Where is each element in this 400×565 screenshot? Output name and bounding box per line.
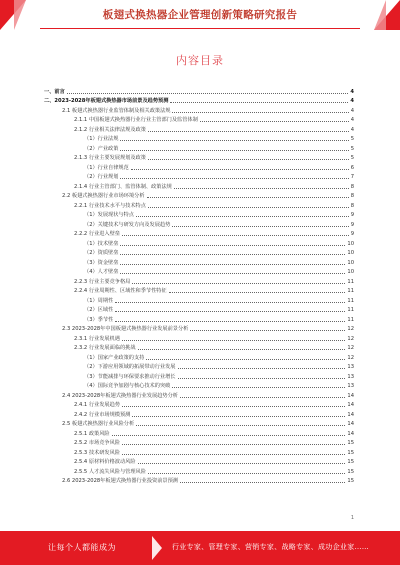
toc-leader-dots (178, 378, 346, 379)
toc-leader-dots (120, 273, 345, 274)
toc-entry-title: 2.3.2 行业发展面临的挑战 (74, 345, 136, 351)
toc-entry-page: 15 (347, 440, 354, 446)
toc-entry[interactable] (44, 428, 354, 438)
footer-slogan: 让每个人都能成为 (48, 543, 116, 552)
toc-entry-title: （2）产业政策 (84, 145, 119, 152)
toc-leader-dots (131, 169, 349, 170)
toc-leader-dots (136, 425, 345, 426)
toc-entry-page: 15 (347, 459, 354, 465)
toc-leader-dots (174, 188, 349, 189)
toc-entry[interactable] (44, 143, 354, 153)
toc-leader-dots (200, 121, 349, 122)
footer-tagline: 行业专家、管理专家、营销专家、战略专家、成功企业家…… (172, 543, 370, 551)
toc-leader-dots (115, 321, 345, 322)
toc-entry[interactable] (44, 381, 354, 391)
toc-entry-page: 15 (347, 449, 354, 456)
toc-entry[interactable] (44, 333, 354, 343)
toc-entry-page: 8 (350, 202, 354, 209)
toc-entry-page: 11 (347, 316, 354, 323)
toc-leader-dots (180, 482, 345, 483)
toc-entry[interactable] (44, 466, 354, 476)
toc-leader-dots (180, 397, 345, 398)
toc-leader-dots (120, 178, 348, 179)
toc-entry-title: （4）人才壁垒 (84, 269, 119, 275)
toc-entry[interactable] (44, 324, 354, 334)
toc-entry[interactable] (44, 476, 354, 486)
toc-leader-dots (67, 93, 349, 94)
toc-entry-title: （2）区域性 (84, 307, 114, 313)
toc-leader-dots (172, 387, 345, 388)
toc-entry-page: 12 (347, 326, 354, 332)
toc-entry-page: 5 (350, 136, 354, 142)
toc-entry[interactable] (44, 314, 354, 324)
toc-entry-title: 2.1.4 行业主管部门、监管体制、政策法规 (74, 183, 172, 190)
toc-entry-title: 2.4 2023-2028年板翅式换热器行业发展趋势分析 (62, 392, 178, 399)
toc-entry[interactable] (44, 124, 354, 134)
table-of-contents (44, 86, 354, 485)
toc-entry-page: 13 (347, 364, 354, 370)
toc-entry[interactable] (44, 134, 354, 144)
toc-entry-page: 4 (350, 107, 354, 114)
footer-banner (0, 531, 400, 565)
header-rule (40, 28, 360, 29)
toc-leader-dots (148, 159, 349, 160)
toc-entry[interactable] (44, 267, 354, 277)
toc-entry-page: 4 (350, 117, 354, 123)
toc-leader-dots (148, 473, 345, 474)
toc-entry-title: （2）关键技术与研发方向及发展趋势 (84, 221, 171, 228)
toc-entry[interactable] (44, 362, 354, 372)
toc-entry[interactable] (44, 96, 354, 106)
toc-entry-title: （4）国际竞争加剧与核心技术的突破 (84, 383, 171, 389)
toc-leader-dots (122, 444, 345, 445)
toc-leader-dots (122, 235, 349, 236)
toc-leader-dots (169, 292, 346, 293)
toc-entry-page: 14 (347, 402, 354, 408)
toc-leader-dots (120, 264, 345, 265)
toc-entry-page: 11 (347, 297, 354, 304)
toc-leader-dots (120, 254, 345, 255)
footer-arrow-icon (152, 536, 162, 560)
toc-leader-dots (120, 245, 345, 246)
toc-entry-title: 2.5.5 人才流失风险与管理风险 (74, 468, 146, 475)
toc-leader-dots (122, 454, 345, 455)
toc-entry-page: 4 (350, 126, 354, 133)
toc-entry[interactable] (44, 238, 354, 248)
toc-entry[interactable] (44, 390, 354, 400)
toc-entry-title: 2.5 板翅式换热器行业风险分析 (62, 421, 135, 427)
toc-leader-dots (122, 340, 345, 341)
toc-entry-page: 12 (347, 345, 354, 351)
toc-entry-title: （1）发展现状与特点 (84, 212, 134, 218)
toc-entry-page: 8 (350, 183, 354, 190)
toc-entry[interactable] (44, 153, 354, 163)
toc-entry[interactable] (44, 276, 354, 286)
toc-leader-dots (136, 216, 349, 217)
toc-leader-dots (112, 435, 346, 436)
toc-entry-title: 2.2.2 行业进入壁垒 (74, 231, 120, 237)
toc-entry[interactable] (44, 86, 354, 96)
toc-leader-dots (115, 302, 345, 303)
toc-entry[interactable] (44, 181, 354, 191)
toc-entry-title: 2.2.4 行业周期性、区域性和季节性特征 (74, 288, 167, 294)
toc-entry[interactable] (44, 286, 354, 296)
toc-leader-dots (120, 150, 348, 151)
toc-entry-title: 2.1.2 行业相关法律法规及政策 (74, 126, 146, 133)
toc-entry-page: 8 (350, 193, 354, 199)
toc-entry[interactable] (44, 219, 354, 229)
toc-leader-dots (178, 368, 346, 369)
toc-entry[interactable] (44, 115, 354, 125)
toc-leader-dots (132, 283, 345, 284)
toc-leader-dots (132, 416, 345, 417)
toc-entry-title: 2.2 板翅式换热器行业市场环境分析 (62, 193, 145, 199)
toc-entry-title: （3）资金壁垒 (84, 259, 119, 266)
toc-entry-page: 10 (347, 259, 354, 266)
toc-entry-page: 13 (347, 373, 354, 380)
toc-entry-page: 12 (347, 335, 354, 342)
toc-leader-dots (120, 140, 348, 141)
toc-entry-page: 13 (347, 383, 354, 389)
toc-entry[interactable] (44, 210, 354, 220)
toc-entry-page: 5 (350, 155, 354, 161)
toc-leader-dots (148, 131, 349, 132)
toc-entry-title: （1）行业自律规范 (84, 164, 129, 171)
toc-entry-page: 6 (350, 164, 354, 171)
toc-entry[interactable] (44, 305, 354, 315)
toc-entry[interactable] (44, 200, 354, 210)
toc-leader-dots (138, 349, 346, 350)
toc-entry[interactable] (44, 419, 354, 429)
toc-entry[interactable] (44, 191, 354, 201)
toc-entry[interactable] (44, 248, 354, 258)
toc-entry-page: 14 (347, 392, 354, 399)
toc-entry[interactable] (44, 105, 354, 115)
toc-entry-title: （2）下游应用领域的拓展带动行业发展 (84, 364, 176, 370)
toc-entry-title: （1）周期性 (84, 297, 114, 304)
toc-entry-title: 2.2.1 行业技术水平与技术特点 (74, 202, 146, 209)
page-number: 1 (350, 515, 354, 521)
toc-entry-title: 2.5.2 市场竞争风险 (74, 440, 120, 446)
toc-entry-page: 15 (347, 468, 354, 475)
toc-entry-title: 2.1 板翅式换热器行业监管体制及相关政策法规 (62, 107, 171, 114)
toc-entry-title: 2.2.3 行业主要竞争格局 (74, 278, 131, 285)
toc-entry[interactable] (44, 371, 354, 381)
toc-leader-dots (172, 112, 348, 113)
toc-leader-dots (170, 102, 348, 103)
toc-entry-title: （3）节能减排与环保要求推动行业增长 (84, 373, 176, 380)
toc-entry-page: 10 (347, 250, 354, 256)
toc-leader-dots (115, 311, 345, 312)
toc-leader-dots (147, 197, 349, 198)
toc-leader-dots (122, 406, 345, 407)
toc-entry-page: 14 (347, 430, 354, 437)
toc-entry-title: 2.4.2 行业市场规模预测 (74, 411, 131, 418)
toc-entry[interactable] (44, 229, 354, 239)
toc-heading: 内容目录 (176, 54, 224, 67)
toc-entry-title: 2.6 2023-2028年板翅式换热器行业投资前景预测 (62, 478, 178, 484)
toc-entry[interactable] (44, 409, 354, 419)
toc-entry-title: 2.5.1 政策风险 (74, 430, 110, 437)
toc-entry[interactable] (44, 257, 354, 267)
toc-entry-page: 4 (350, 88, 354, 95)
toc-entry-page: 12 (347, 354, 354, 361)
toc-leader-dots (190, 330, 345, 331)
toc-entry-page: 7 (350, 174, 354, 180)
toc-entry[interactable] (44, 162, 354, 172)
toc-entry-page: 11 (347, 278, 354, 285)
toc-entry-title: （1）国家产业政策的支持 (84, 354, 145, 361)
toc-entry[interactable] (44, 343, 354, 353)
toc-entry-title: 2.5.4 原材料价格波动风险 (74, 459, 136, 465)
toc-entry-page: 10 (347, 269, 354, 275)
toc-entry-page: 11 (347, 307, 354, 313)
toc-entry-page: 11 (347, 288, 354, 294)
toc-entry-title: 二、2023-2028年板翅式换热器市场前景及趋势预测 (44, 98, 169, 104)
toc-entry[interactable] (44, 457, 354, 467)
toc-leader-dots (138, 463, 346, 464)
toc-entry-title: 2.3 2023-2028年中国板翅式换热器行业发展前景分析 (62, 326, 189, 332)
toc-entry-title: 2.5.3 技术研发风险 (74, 449, 120, 456)
toc-entry-title: （2）行业规划 (84, 174, 119, 180)
toc-entry-page: 9 (350, 212, 354, 218)
toc-entry-title: （3）季节性 (84, 316, 114, 323)
toc-entry-page: 9 (350, 221, 354, 228)
toc-entry-title: 2.1.1 中国板翅式换热器行业行业主管部门及监管体制 (74, 117, 198, 123)
toc-entry-title: （1）行业法规 (84, 136, 119, 142)
header-banner (0, 0, 400, 30)
toc-entry[interactable] (44, 172, 354, 182)
toc-entry[interactable] (44, 438, 354, 448)
toc-entry-page: 9 (350, 231, 354, 237)
toc-entry[interactable] (44, 447, 354, 457)
toc-entry-page: 5 (350, 145, 354, 152)
toc-leader-dots (146, 359, 345, 360)
report-title: 板翅式换热器企业管理创新策略研究报告 (102, 9, 298, 21)
toc-entry-page: 10 (347, 240, 354, 247)
toc-leader-dots (172, 226, 348, 227)
toc-entry-title: 2.3.1 行业发展机遇 (74, 335, 120, 342)
toc-entry-title: 一、前言 (44, 88, 65, 95)
toc-entry-title: 2.1.3 行业主要发展规划及政策 (74, 155, 146, 161)
toc-entry-page: 4 (350, 98, 354, 104)
toc-entry-title: 2.4.1 行业发展趋势 (74, 402, 120, 408)
toc-entry-page: 14 (347, 421, 354, 427)
toc-entry-page: 14 (347, 411, 354, 418)
toc-entry[interactable] (44, 352, 354, 362)
toc-leader-dots (148, 207, 349, 208)
toc-entry[interactable] (44, 295, 354, 305)
toc-entry-page: 15 (347, 478, 354, 484)
toc-entry-title: （2）资质壁垒 (84, 250, 119, 256)
toc-entry[interactable] (44, 400, 354, 410)
toc-entry-title: （1）技术壁垒 (84, 240, 119, 247)
